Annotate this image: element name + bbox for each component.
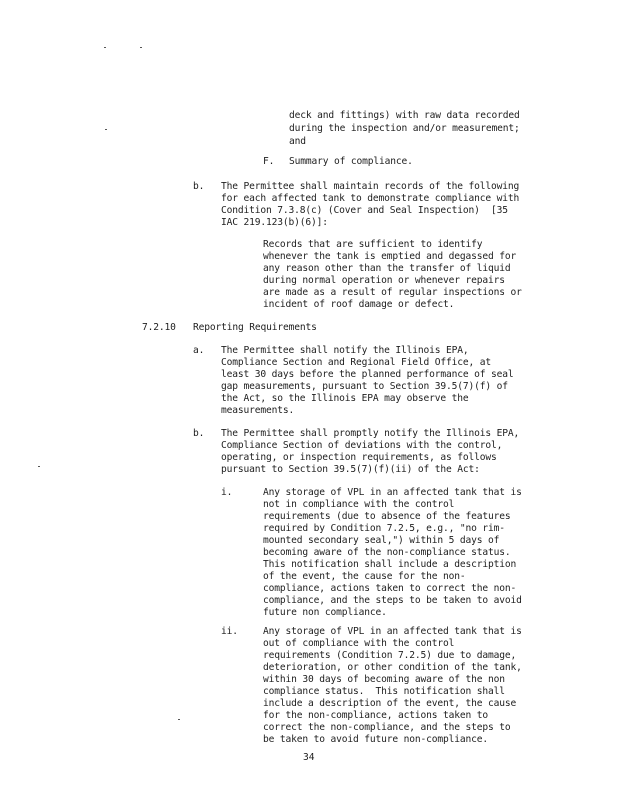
scan-speck [178, 719, 180, 720]
text-line: Condition 7.3.8(c) (Cover and Seal Inspection) [35 [221, 205, 508, 216]
text-line: are made as a result of regular inspections or [263, 287, 522, 298]
list-marker: b. [193, 181, 205, 192]
text-line: be taken to avoid future non-compliance. [263, 734, 489, 745]
text-line: incident of roof damage or defect. [263, 299, 455, 310]
text-line: gap measurements, pursuant to Section 39.5(7)(f) of [221, 381, 508, 392]
text-line: mounted secondary seal,") within 5 days of [263, 535, 500, 546]
text-line: for each affected tank to demonstrate compliance with [221, 193, 520, 204]
text-line: during normal operation or whenever repairs [263, 275, 505, 286]
text-line: not in compliance with the control [263, 499, 455, 510]
text-line: include a description of the event, the cause [263, 698, 517, 709]
text-line: compliance, actions taken to correct the non- [263, 583, 517, 594]
scan-speck [140, 47, 142, 48]
section-number: 7.2.10 [142, 322, 176, 333]
text-line: Any storage of VPL in an affected tank that is [263, 626, 522, 637]
text-line: pursuant to Section 39.5(7)(f)(ii) of the Act: [221, 464, 480, 475]
page-number: 34 [303, 752, 315, 763]
text-line: This notification shall include a description [263, 559, 517, 570]
text-line: compliance status. This notification shall [263, 686, 505, 697]
text-line: measurements. [221, 405, 295, 416]
list-marker: b. [193, 428, 205, 439]
text-line: deterioration, or other condition of the tank, [263, 662, 522, 673]
text-line: correct the non-compliance, and the steps to [263, 722, 511, 733]
text-line: Compliance Section and Regional Field Office, at [221, 357, 492, 368]
text-line: requirements (Condition 7.2.5) due to damage, [263, 650, 517, 661]
list-marker: F. [263, 156, 275, 167]
list-marker: ii. [221, 626, 238, 637]
text-line: and [289, 136, 306, 147]
text-line: compliance, and the steps to be taken to avoid [263, 595, 522, 606]
scan-speck [38, 466, 40, 467]
text-line: within 30 days of becoming aware of the non [263, 674, 505, 685]
text-line: required by Condition 7.2.5, e.g., "no rim- [263, 523, 505, 534]
text-line: Records that are sufficient to identify [263, 239, 483, 250]
scan-speck [105, 129, 107, 130]
list-marker: a. [193, 345, 205, 356]
text-line: for the non-compliance, actions taken to [263, 710, 489, 721]
text-line: future non compliance. [263, 607, 387, 618]
text-line: The Permittee shall maintain records of the following [221, 181, 520, 192]
text-line: IAC 219.123(b)(6)]: [221, 217, 328, 228]
text-line: The Permittee shall notify the Illinois EPA, [221, 345, 469, 356]
text-line: requirements (due to absence of the features [263, 511, 511, 522]
text-line: Summary of compliance. [289, 156, 413, 167]
text-line: The Permittee shall promptly notify the Illinois EPA, [221, 428, 520, 439]
section-heading: Reporting Requirements [193, 322, 317, 333]
scan-speck [104, 47, 106, 48]
text-line: out of compliance with the control [263, 638, 455, 649]
list-marker: i. [221, 487, 233, 498]
text-line: during the inspection and/or measurement; [289, 123, 520, 134]
text-line: deck and fittings) with raw data recorded [289, 110, 520, 121]
text-line: operating, or inspection requirements, as follows [221, 452, 497, 463]
text-line: any reason other than the transfer of liquid [263, 263, 511, 274]
text-line: Any storage of VPL in an affected tank that is [263, 487, 522, 498]
text-line: whenever the tank is emptied and degassed for [263, 251, 517, 262]
text-line: Compliance Section of deviations with the control, [221, 440, 503, 451]
text-line: of the event, the cause for the non- [263, 571, 466, 582]
text-line: becoming aware of the non-compliance status. [263, 547, 511, 558]
text-line: the Act, so the Illinois EPA may observe the [221, 393, 469, 404]
text-line: least 30 days before the planned performance of seal [221, 369, 514, 380]
